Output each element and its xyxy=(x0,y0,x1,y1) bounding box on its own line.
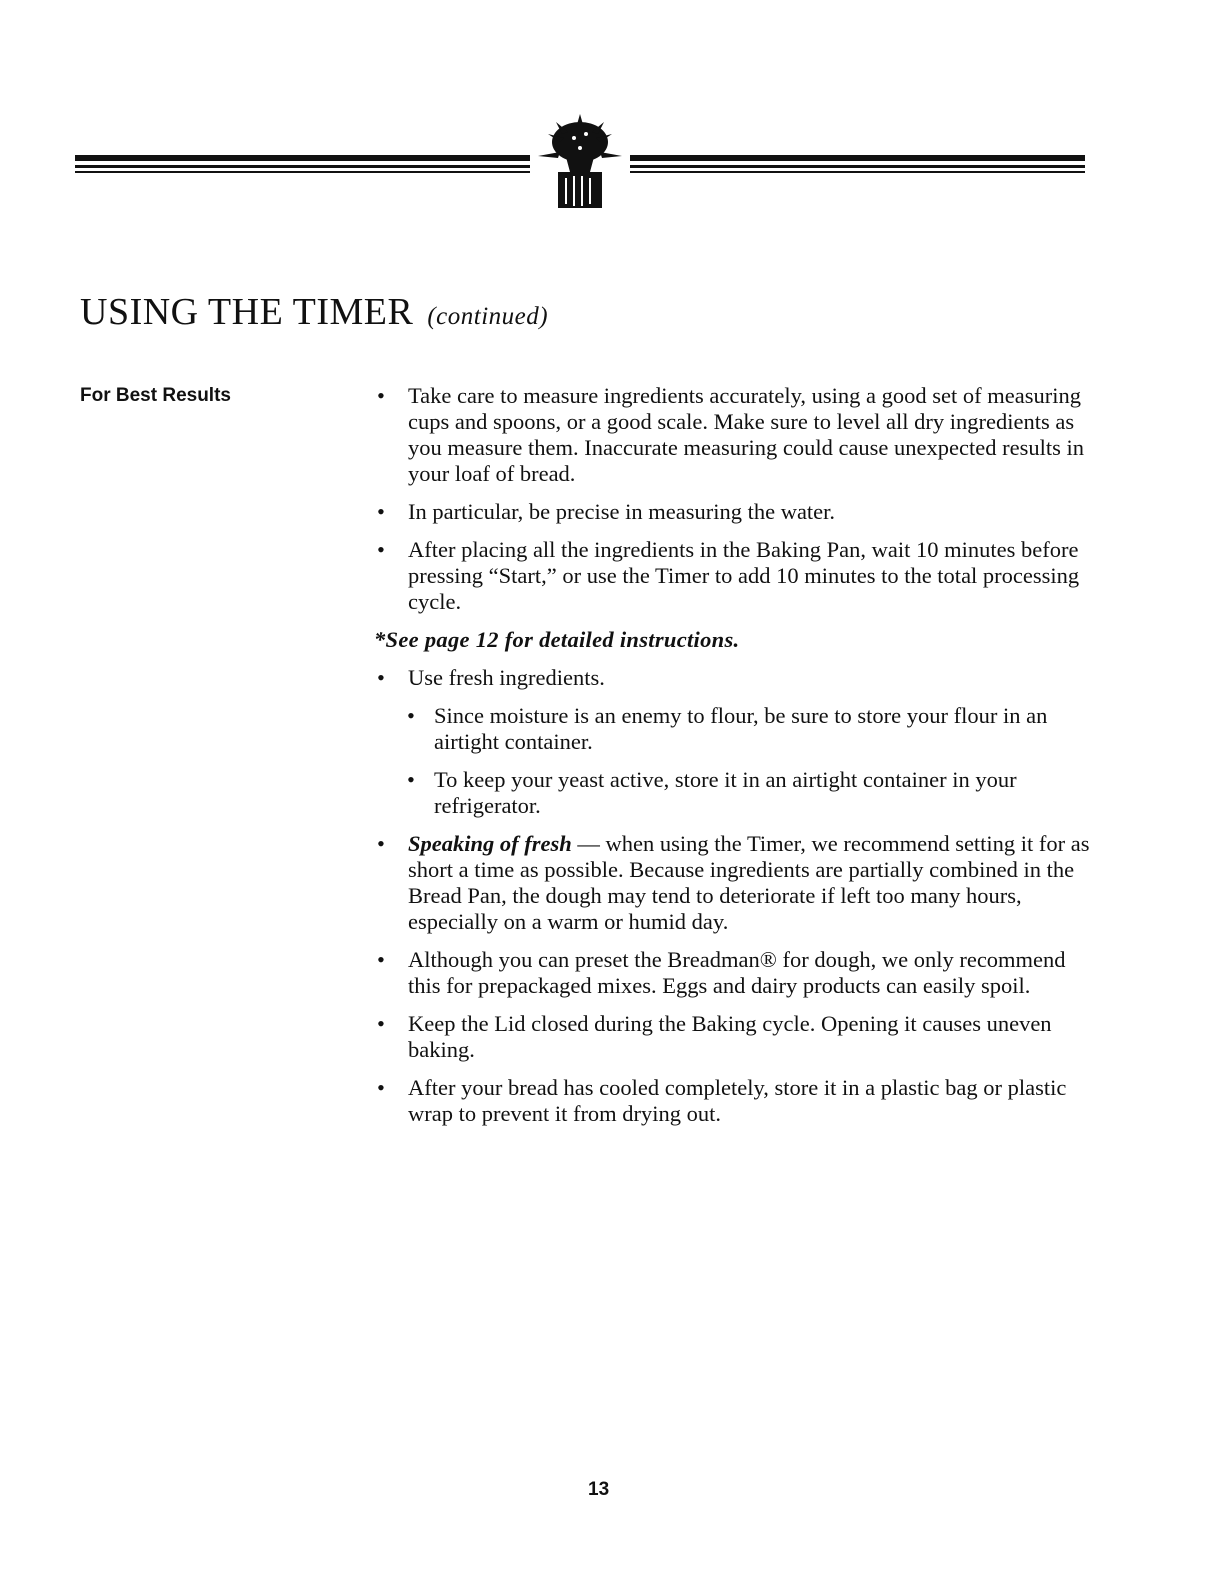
emphasis-lead: Speaking of fresh xyxy=(408,831,572,856)
list-item xyxy=(374,1075,1099,1127)
bullet-icon: • xyxy=(407,767,415,792)
bullet-icon: • xyxy=(377,1075,385,1100)
tips-list xyxy=(374,383,1099,1139)
list-item-text: Use fresh ingredients. xyxy=(408,665,605,690)
bullet-icon: • xyxy=(407,703,415,728)
reference-note: *See page 12 for detailed instructions. xyxy=(374,627,740,652)
page-title xyxy=(80,290,548,334)
page-title-main: USING THE TIMER xyxy=(80,291,414,333)
page-number: 13 xyxy=(588,1479,610,1500)
list-item-text: In particular, be precise in measuring the water. xyxy=(408,499,836,524)
bullet-icon: • xyxy=(377,499,385,524)
list-item xyxy=(374,383,1099,487)
list-item-text: Keep the Lid closed during the Baking cycle. Opening it causes uneven baking. xyxy=(408,1011,1052,1062)
list-item xyxy=(374,499,1099,525)
list-item-text: After placing all the ingredients in the Baking Pan, wait 10 minutes before pressing “Start,” or use the Timer to add 10 minutes to the total processing cycle. xyxy=(408,537,1080,614)
list-item-text: Take care to measure ingredients accurately, using a good set of measuring cups and spoons, or a good scale. Make sure to level all dry ingredients as you measure them. Inaccurate measuring could cause unexpected results in your loaf of bread. xyxy=(408,383,1084,486)
wheat-sheaf-icon xyxy=(530,112,630,217)
list-item xyxy=(374,537,1099,615)
list-item-text: To keep your yeast active, store it in an airtight container in your refrigerator. xyxy=(434,767,1017,818)
list-item-text: Although you can preset the Breadman® for dough, we only recommend this for prepackaged mixes. Eggs and dairy products can easily spoil. xyxy=(408,947,1066,998)
page-title-suffix: (continued) xyxy=(427,303,549,330)
bullet-icon: • xyxy=(377,383,385,408)
list-item xyxy=(374,947,1099,999)
bullet-icon: • xyxy=(377,665,385,690)
list-item-text: Since moisture is an enemy to flour, be sure to store your flour in an airtight container. xyxy=(434,703,1048,754)
bullet-icon: • xyxy=(377,537,385,562)
list-item xyxy=(374,665,1099,691)
bullet-icon: • xyxy=(377,831,385,856)
list-item-text: — when using the Timer, we recommend setting it for as short a time as possible. Because ingredients are partially combined in the Bread Pan, the dough may tend to deteriorate if left too many hours, especially on a warm or humid day. xyxy=(408,831,1090,934)
list-item-text: After your bread has cooled completely, store it in a plastic bag or plastic wrap to prevent it from drying out. xyxy=(408,1075,1067,1126)
bullet-icon: • xyxy=(377,1011,385,1036)
list-item xyxy=(374,1011,1099,1063)
sub-list-item xyxy=(404,703,1099,755)
bullet-icon: • xyxy=(377,947,385,972)
sub-list-item xyxy=(404,767,1099,819)
section-label: For Best Results xyxy=(80,385,231,406)
list-item xyxy=(374,831,1099,935)
